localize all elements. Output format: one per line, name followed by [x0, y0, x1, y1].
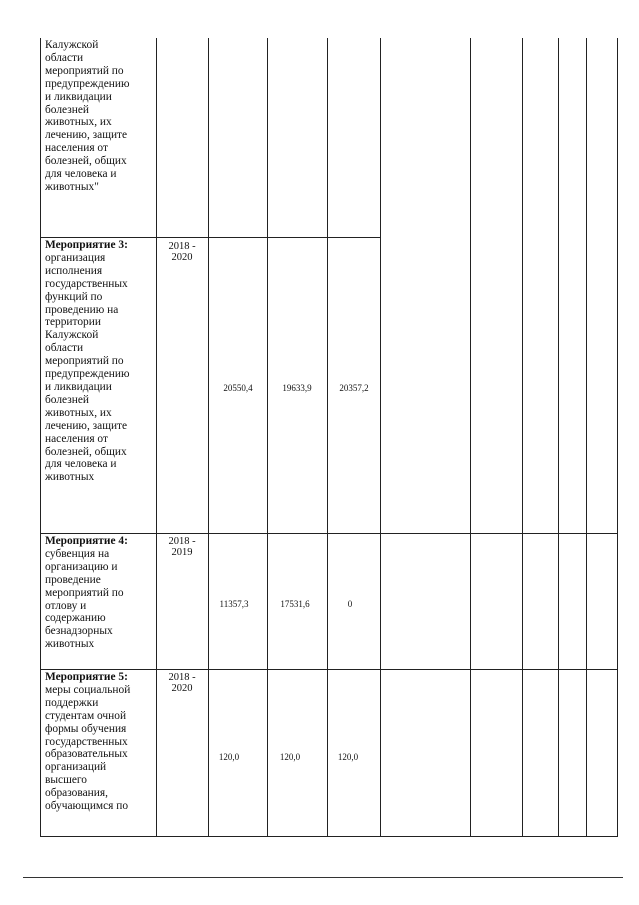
text-line: предупреждению	[45, 368, 130, 381]
text-line: для человека и	[45, 168, 117, 181]
text-line: государственных	[45, 277, 128, 290]
value-cell: 0	[347, 599, 353, 609]
years-start: 2018 -	[168, 672, 196, 683]
text-line: отлову и	[45, 599, 87, 612]
row-label: Мероприятие 5:	[45, 671, 128, 683]
grid-hline	[40, 533, 618, 534]
text-line: животных, их	[45, 116, 112, 129]
years-end: 2020	[171, 252, 193, 263]
text-line: области	[45, 51, 84, 64]
text-line: мероприятий по	[45, 355, 124, 368]
text-line: болезней, общих	[45, 445, 127, 458]
grid-vline	[558, 38, 559, 837]
text-line: проведение	[45, 573, 101, 586]
value-cell: 11357,3	[219, 599, 249, 609]
value-cell: 17531,6	[280, 599, 310, 609]
grid-vline	[470, 38, 471, 837]
text-line: образования,	[45, 787, 108, 800]
text-line: для человека и	[45, 458, 117, 471]
text-line: болезней	[45, 393, 89, 406]
text-line: поддержки	[45, 696, 99, 709]
text-line: безнадзорных	[45, 625, 113, 638]
page-footer-divider	[23, 877, 623, 878]
text-line: лечению, защите	[45, 129, 128, 142]
value-cell: 19633,9	[282, 383, 312, 393]
years-start: 2018 -	[168, 536, 196, 547]
grid-vline	[327, 38, 328, 837]
text-line: обучающимся по	[45, 800, 129, 813]
text-line: функций по	[45, 290, 103, 303]
text-line: государственных	[45, 735, 128, 748]
row-label: Мероприятие 4:	[45, 535, 128, 547]
years-end: 2020	[171, 683, 193, 694]
text-line: образовательных	[45, 748, 128, 761]
text-line: меры социальной	[45, 683, 131, 696]
grid-vline	[267, 38, 268, 837]
text-line: и ликвидации	[45, 380, 112, 393]
value-cell: 20550,4	[223, 383, 253, 393]
value-cell: 120,0	[218, 752, 240, 762]
text-line: формы обучения	[45, 722, 127, 735]
text-line: содержанию	[45, 612, 106, 625]
grid-vline	[208, 38, 209, 837]
grid-vline	[156, 38, 157, 837]
grid-hline	[40, 669, 618, 670]
grid-hline	[40, 836, 618, 837]
text-line: болезней	[45, 103, 89, 116]
text-line: животных	[45, 638, 95, 651]
row-description	[45, 239, 129, 484]
text-line: студентам очной	[45, 709, 127, 722]
value-cell: 120,0	[337, 752, 359, 762]
value-cell: 20357,2	[339, 383, 369, 393]
text-line: субвенция на	[45, 547, 110, 560]
value-cell: 120,0	[279, 752, 301, 762]
years-cell	[154, 241, 210, 263]
grid-vline	[380, 38, 381, 837]
text-line: высшего	[45, 774, 87, 787]
grid-vline	[40, 38, 41, 837]
grid-vline	[586, 38, 587, 837]
years-cell	[154, 536, 210, 558]
row-description	[45, 39, 129, 194]
text-line: болезней, общих	[45, 155, 127, 168]
text-line: Калужской	[45, 329, 99, 342]
row-label: Мероприятие 3:	[45, 239, 128, 251]
text-line: области	[45, 342, 84, 355]
years-start: 2018 -	[168, 241, 196, 252]
text-line: исполнения	[45, 264, 103, 277]
row-description	[45, 671, 130, 813]
text-line: животных"	[45, 180, 99, 193]
text-line: организаций	[45, 761, 107, 774]
text-line: проведению на	[45, 303, 119, 316]
text-line: населения от	[45, 432, 108, 445]
text-line: лечению, защите	[45, 419, 128, 432]
text-line: организацию и	[45, 560, 118, 573]
text-line: мероприятий по	[45, 586, 124, 599]
text-line: Калужской	[45, 39, 99, 51]
years-end: 2019	[171, 547, 193, 558]
grid-vline	[522, 38, 523, 837]
text-line: и ликвидации	[45, 90, 112, 103]
text-line: животных, их	[45, 406, 112, 419]
years-cell	[154, 672, 210, 694]
text-line: предупреждению	[45, 77, 130, 90]
text-line: территории	[45, 316, 101, 329]
grid-hline	[40, 237, 380, 238]
text-line: животных	[45, 471, 95, 484]
text-line: организация	[45, 251, 106, 264]
text-line: мероприятий по	[45, 64, 124, 77]
text-line: населения от	[45, 142, 108, 155]
row-description	[45, 535, 128, 651]
grid-vline	[617, 38, 618, 837]
